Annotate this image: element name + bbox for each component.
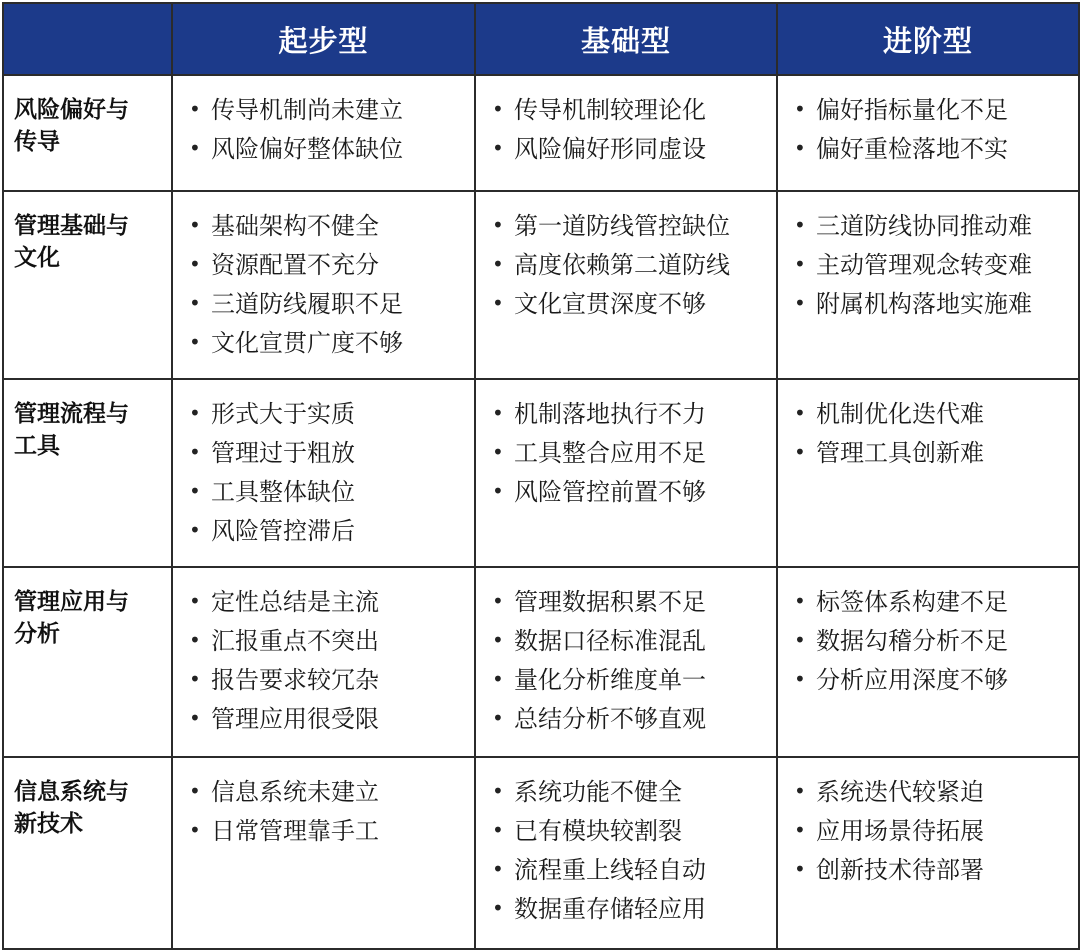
list-item-text: 日常管理靠手工: [211, 817, 379, 845]
cell-starter: [172, 567, 475, 757]
list-item: [794, 394, 1078, 433]
cell-advanced: [777, 75, 1079, 191]
list-item: [794, 206, 1078, 245]
list-item: [492, 472, 776, 511]
list-item-text: 主动管理观念转变难: [816, 251, 1032, 279]
bullet-list: [173, 568, 474, 744]
bullet-icon: •: [492, 589, 504, 613]
bullet-icon: •: [492, 136, 504, 160]
bullet-icon: •: [189, 291, 201, 315]
cell-starter: [172, 757, 475, 949]
bullet-list: [778, 380, 1078, 478]
list-item: [492, 660, 776, 699]
list-item: [794, 772, 1078, 811]
list-item: [492, 699, 776, 738]
list-item: [794, 245, 1078, 284]
list-item: [492, 889, 776, 928]
bullet-icon: •: [189, 213, 201, 237]
list-item: [189, 284, 474, 323]
row-header-line: 工具: [14, 433, 60, 459]
list-item: [189, 206, 474, 245]
bullet-icon: •: [189, 589, 201, 613]
list-item-text: 传导机制尚未建立: [211, 96, 403, 124]
table-row: [3, 191, 1079, 379]
list-item-text: 工具整体缺位: [211, 478, 355, 506]
list-item: [189, 699, 474, 738]
row-header-line: 管理应用与: [14, 589, 129, 615]
cell-advanced: [777, 757, 1079, 949]
list-item: [794, 660, 1078, 699]
list-item: [492, 850, 776, 889]
bullet-icon: •: [794, 628, 806, 652]
list-item-text: 管理数据积累不足: [514, 588, 706, 616]
list-item-text: 定性总结是主流: [211, 588, 379, 616]
bullet-icon: •: [794, 291, 806, 315]
list-item-text: 工具整合应用不足: [514, 439, 706, 467]
comparison-table-wrapper: [2, 2, 1078, 923]
bullet-icon: •: [492, 213, 504, 237]
list-item: [492, 433, 776, 472]
bullet-icon: •: [492, 667, 504, 691]
list-item: [189, 433, 474, 472]
row-header-line: 文化: [14, 245, 60, 271]
bullet-list: [778, 76, 1078, 174]
list-item: [492, 245, 776, 284]
list-item-text: 报告要求较冗杂: [211, 666, 379, 694]
bullet-icon: •: [189, 479, 201, 503]
list-item: [492, 284, 776, 323]
list-item-text: 风险偏好整体缺位: [211, 135, 403, 163]
list-item-text: 基础架构不健全: [211, 212, 379, 240]
bullet-icon: •: [794, 252, 806, 276]
header-blank-cell: [3, 3, 172, 75]
list-item: [189, 511, 474, 550]
cell-starter: [172, 379, 475, 567]
list-item-text: 系统功能不健全: [514, 778, 682, 806]
row-header-line: 管理基础与: [14, 213, 129, 239]
cell-starter: [172, 191, 475, 379]
bullet-icon: •: [492, 440, 504, 464]
list-item: [794, 90, 1078, 129]
bullet-icon: •: [492, 779, 504, 803]
list-item: [189, 621, 474, 660]
row-header-line: 新技术: [14, 811, 83, 837]
list-item-text: 传导机制较理论化: [514, 96, 706, 124]
list-item: [189, 323, 474, 362]
bullet-icon: •: [189, 401, 201, 425]
cell-basic: [475, 379, 777, 567]
bullet-list: [476, 758, 776, 934]
list-item: [189, 394, 474, 433]
bullet-icon: •: [189, 252, 201, 276]
list-item-text: 风险偏好形同虚设: [514, 135, 706, 163]
bullet-icon: •: [189, 628, 201, 652]
list-item-text: 系统迭代较紧迫: [816, 778, 984, 806]
bullet-icon: •: [794, 97, 806, 121]
header-row: [3, 3, 1079, 75]
bullet-list: [778, 758, 1078, 895]
bullet-icon: •: [492, 857, 504, 881]
bullet-icon: •: [794, 589, 806, 613]
bullet-icon: •: [492, 818, 504, 842]
row-header: [3, 75, 172, 191]
list-item: [492, 129, 776, 168]
bullet-list: [476, 380, 776, 517]
list-item: [492, 621, 776, 660]
table-row: [3, 75, 1079, 191]
row-header: [3, 191, 172, 379]
bullet-icon: •: [794, 213, 806, 237]
list-item-text: 应用场景待拓展: [816, 817, 984, 845]
cell-basic: [475, 567, 777, 757]
bullet-list: [173, 192, 474, 368]
bullet-list: [476, 192, 776, 329]
table-row: [3, 567, 1079, 757]
list-item-text: 形式大于实质: [211, 400, 355, 428]
list-item-text: 管理工具创新难: [816, 439, 984, 467]
bullet-icon: •: [492, 252, 504, 276]
row-header-line: 信息系统与: [14, 779, 129, 805]
list-item: [492, 582, 776, 621]
comparison-table: [2, 2, 1080, 950]
list-item-text: 机制优化迭代难: [816, 400, 984, 428]
list-item-text: 风险管控前置不够: [514, 478, 706, 506]
list-item: [189, 582, 474, 621]
bullet-icon: •: [492, 706, 504, 730]
list-item: [492, 206, 776, 245]
list-item: [492, 772, 776, 811]
bullet-icon: •: [492, 479, 504, 503]
list-item-text: 资源配置不充分: [211, 251, 379, 279]
cell-advanced: [777, 567, 1079, 757]
bullet-icon: •: [189, 136, 201, 160]
list-item: [492, 90, 776, 129]
cell-starter: [172, 75, 475, 191]
header-starter: 起步型: [172, 3, 475, 75]
cell-basic: [475, 191, 777, 379]
bullet-icon: •: [189, 97, 201, 121]
list-item-text: 管理过于粗放: [211, 439, 355, 467]
bullet-icon: •: [794, 818, 806, 842]
list-item-text: 数据重存储轻应用: [514, 895, 706, 923]
bullet-icon: •: [492, 97, 504, 121]
list-item: [794, 433, 1078, 472]
bullet-icon: •: [794, 779, 806, 803]
bullet-icon: •: [189, 818, 201, 842]
bullet-list: [173, 76, 474, 174]
row-header-line: 分析: [14, 621, 60, 647]
row-header: [3, 379, 172, 567]
list-item-text: 风险管控滞后: [211, 517, 355, 545]
bullet-icon: •: [794, 136, 806, 160]
list-item-text: 附属机构落地实施难: [816, 290, 1032, 318]
list-item-text: 高度依赖第二道防线: [514, 251, 730, 279]
list-item-text: 偏好重检落地不实: [816, 135, 1008, 163]
list-item: [492, 394, 776, 433]
bullet-icon: •: [492, 896, 504, 920]
list-item-text: 流程重上线轻自动: [514, 856, 706, 884]
cell-basic: [475, 75, 777, 191]
list-item-text: 总结分析不够直观: [514, 705, 706, 733]
list-item: [189, 90, 474, 129]
bullet-list: [476, 568, 776, 744]
list-item-text: 创新技术待部署: [816, 856, 984, 884]
table-body: [3, 75, 1079, 949]
cell-basic: [475, 757, 777, 949]
bullet-icon: •: [794, 667, 806, 691]
list-item-text: 管理应用很受限: [211, 705, 379, 733]
bullet-icon: •: [492, 291, 504, 315]
list-item-text: 文化宣贯广度不够: [211, 329, 403, 357]
bullet-icon: •: [492, 401, 504, 425]
list-item-text: 第一道防线管控缺位: [514, 212, 730, 240]
list-item-text: 量化分析维度单一: [514, 666, 706, 694]
list-item-text: 分析应用深度不够: [816, 666, 1008, 694]
row-header-line: 传导: [14, 129, 60, 155]
list-item: [492, 811, 776, 850]
header-basic: 基础型: [475, 3, 777, 75]
bullet-list: [778, 192, 1078, 329]
header-advanced: 进阶型: [777, 3, 1079, 75]
list-item-text: 数据勾稽分析不足: [816, 627, 1008, 655]
cell-advanced: [777, 379, 1079, 567]
list-item: [794, 284, 1078, 323]
bullet-list: [173, 380, 474, 556]
list-item-text: 文化宣贯深度不够: [514, 290, 706, 318]
list-item-text: 数据口径标准混乱: [514, 627, 706, 655]
list-item-text: 已有模块较割裂: [514, 817, 682, 845]
list-item-text: 三道防线协同推动难: [816, 212, 1032, 240]
list-item-text: 信息系统未建立: [211, 778, 379, 806]
cell-advanced: [777, 191, 1079, 379]
list-item-text: 机制落地执行不力: [514, 400, 706, 428]
list-item: [189, 660, 474, 699]
list-item: [189, 245, 474, 284]
list-item: [189, 811, 474, 850]
table-row: [3, 757, 1079, 949]
bullet-icon: •: [189, 779, 201, 803]
row-header: [3, 567, 172, 757]
bullet-icon: •: [189, 518, 201, 542]
list-item: [794, 129, 1078, 168]
list-item-text: 标签体系构建不足: [816, 588, 1008, 616]
list-item: [189, 129, 474, 168]
bullet-list: [778, 568, 1078, 705]
list-item: [189, 772, 474, 811]
table-row: [3, 379, 1079, 567]
bullet-icon: •: [794, 857, 806, 881]
bullet-list: [173, 758, 474, 856]
list-item: [794, 621, 1078, 660]
row-header-line: 管理流程与: [14, 401, 129, 427]
bullet-icon: •: [189, 330, 201, 354]
row-header: [3, 757, 172, 949]
bullet-icon: •: [794, 401, 806, 425]
bullet-icon: •: [794, 440, 806, 464]
list-item: [189, 472, 474, 511]
bullet-icon: •: [189, 440, 201, 464]
bullet-icon: •: [189, 706, 201, 730]
bullet-icon: •: [492, 628, 504, 652]
bullet-list: [476, 76, 776, 174]
list-item-text: 三道防线履职不足: [211, 290, 403, 318]
list-item: [794, 850, 1078, 889]
list-item: [794, 811, 1078, 850]
list-item-text: 汇报重点不突出: [211, 627, 379, 655]
list-item-text: 偏好指标量化不足: [816, 96, 1008, 124]
row-header-line: 风险偏好与: [14, 97, 129, 123]
list-item: [794, 582, 1078, 621]
bullet-icon: •: [189, 667, 201, 691]
